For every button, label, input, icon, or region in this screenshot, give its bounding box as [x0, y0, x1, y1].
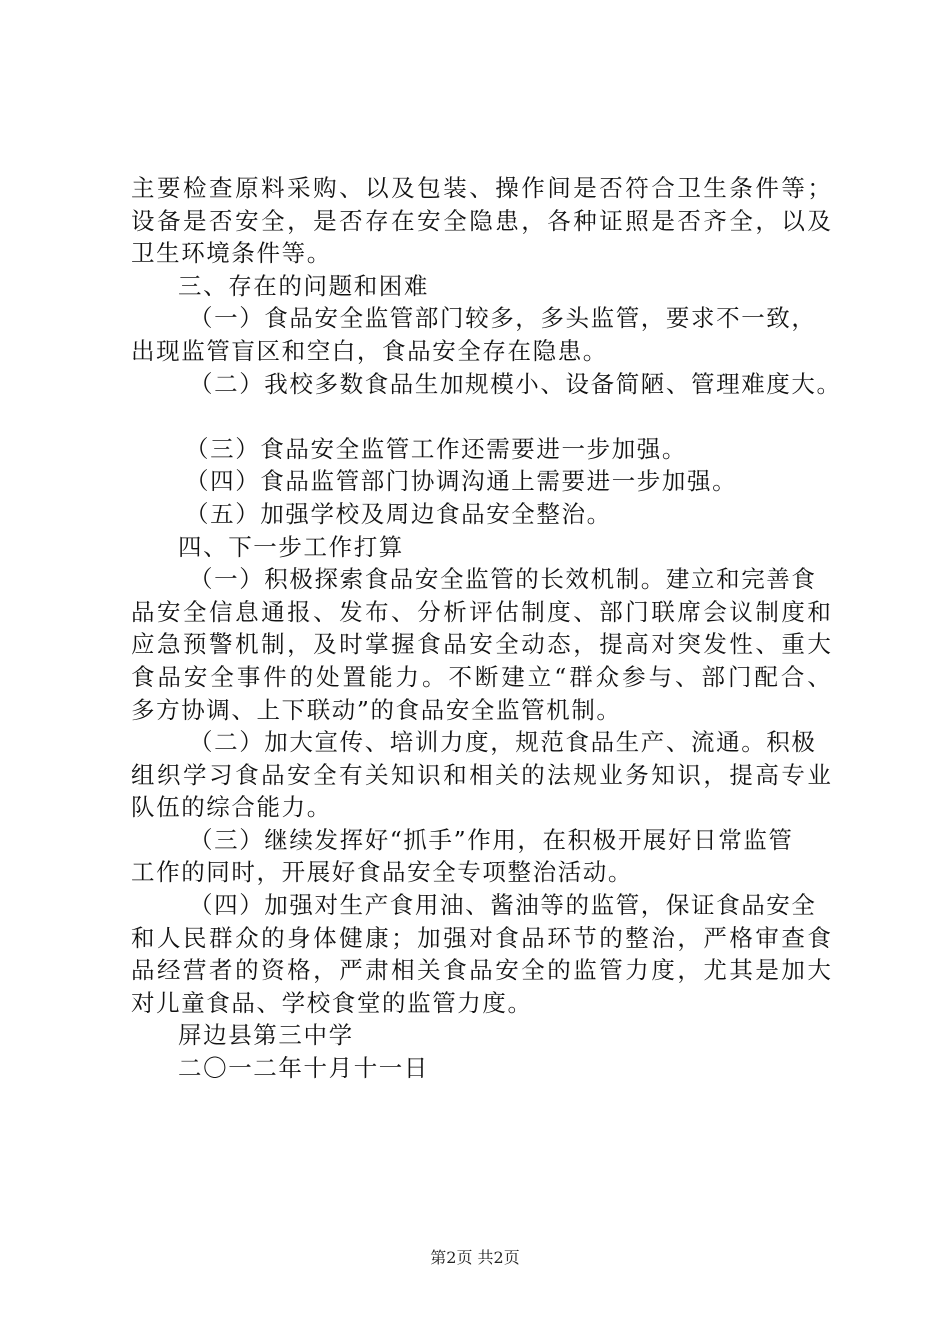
- signature-date: 二〇一二年十月十一日: [178, 1054, 429, 1083]
- text-line: 对儿童食品、学校食堂的监管力度。: [131, 988, 533, 1017]
- text-line: 组 织 学 习 食 品 安 全 有 关 知 识 和 相 关 的 法 规 业 务 知 识 ， 提 高 专 业: [131, 760, 831, 789]
- text-line: 和 人 民 群 众 的 身 体 健 康 ； 加 强 对 食 品 环 节 的 整 治 ， 严 格 审 查 食: [131, 923, 831, 952]
- text-line: （四）食品监管部门协调沟通上需要进一步加强。: [185, 467, 738, 496]
- text-line: （三）继续发挥好“抓手”作用，在积极开展好日常监管: [189, 825, 794, 854]
- blank-line: [131, 400, 831, 433]
- page-footer: 第2页 共2页: [430, 1248, 520, 1267]
- document-body: [131, 172, 842, 1085]
- text-line: 主 要 检 查 原 料 采 购 、 以 及 包 装 、 操 作 间 是 否 符 合 卫 生 条 件 等 ；: [131, 174, 831, 202]
- text-line: （二）我校多数食品生加规模小、设备简陋、管理难度大。: [189, 369, 842, 398]
- text-line: （三）食品安全监管工作还需要进一步加强。: [185, 434, 687, 463]
- text-line: （一）食品安全监管部门较多，多头监管，要求不一致，: [189, 304, 817, 333]
- text-line: 多方协调、上下联动”的食品安全监管机制。: [131, 695, 622, 724]
- text-line: 品 经 营 者 的 资 格 ， 严 肃 相 关 食 品 安 全 的 监 管 力 度 ， 尤 其 是 加 大: [131, 956, 831, 985]
- section-heading: 三、存在的问题和困难: [178, 271, 429, 300]
- text-line: 设 备 是 否 安 全 ， 是 否 存 在 安 全 隐 患 ， 各 种 证 照 是 否 齐 全 ， 以 及: [131, 206, 831, 235]
- text-line: （一）积极探索食品安全监管的长效机制。建立和完善食: [189, 565, 817, 594]
- text-line: 卫生环境条件等。: [131, 239, 332, 268]
- text-line: 品 安 全 信 息 通 报 、 发 布 、 分 析 评 估 制 度 、 部 门 联 席 会 议 制 度 和: [131, 597, 831, 626]
- text-line: （四）加强对生产食用油、酱油等的监管，保证食品安全: [189, 891, 817, 920]
- text-line: 队伍的综合能力。: [131, 793, 332, 822]
- text-line: （五）加强学校及周边食品安全整治。: [185, 499, 612, 528]
- text-line: 食 品 安 全 事 件 的 处 置 能 力 。 不 断 建 立 “ 群 众 参 与 、 部 门 配 合 、: [131, 662, 831, 691]
- text-line: 工作的同时，开展好食品安全专项整治活动。: [131, 858, 633, 887]
- section-heading: 四、下一步工作打算: [178, 532, 404, 561]
- text-line: 应 急 预 警 机 制 ， 及 时 掌 握 食 品 安 全 动 态 ， 提 高 对 突 发 性 、 重 大: [131, 630, 831, 659]
- signature-school: 屏边县第三中学: [178, 1021, 354, 1050]
- text-line: 出现监管盲区和空白，食品安全存在隐患。: [131, 336, 608, 365]
- text-line: （二）加大宣传、培训力度，规范食品生产、流通。积极: [189, 728, 817, 757]
